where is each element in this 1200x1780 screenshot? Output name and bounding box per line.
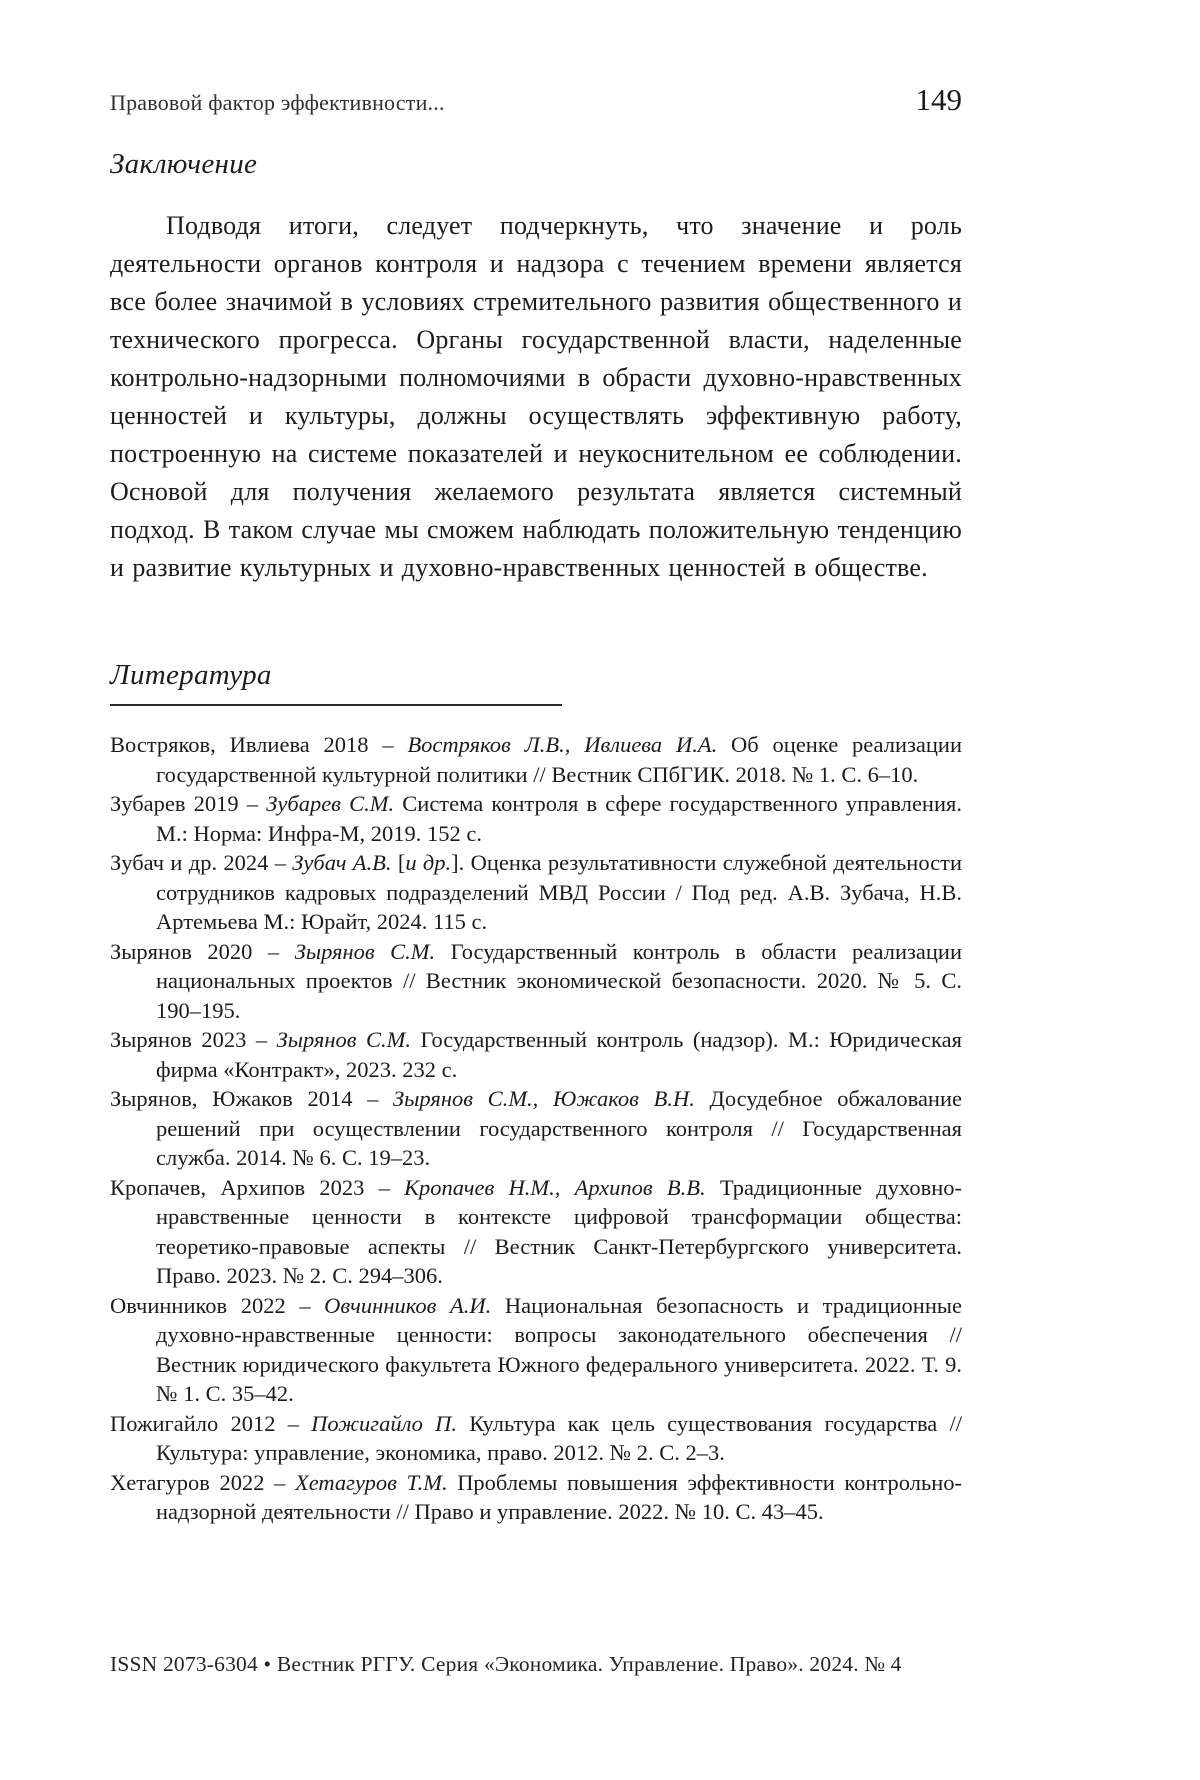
- conclusion-paragraph: Подводя итоги, следует подчеркнуть, что значение и роль деятельности органов контроля и надзора с течением времени является все более значимой в условиях стремительного развития общественного и технического прогресса. Органы государственной власти, наделенные контрольно-надзорными полномочиями в обрасти духовно-нравственных ценностей и культуры, должны осуществлять эффективную работу, построенную на системе показателей и неукоснительном ее соблюдении. Основой для получения желаемого результата является системный подход. В таком случае мы сможем наблюдать положительную тенденцию и развитие культурных и духовно-нравственных ценностей в обществе.: [110, 211, 962, 582]
- page-content: [110, 0, 962, 1527]
- reference-item: Пожигайло 2012 – Пожигайло П. Культура как цель существования государства // Культура: управление, экономика, право. 2012. № 2. С. 2–3.: [110, 1410, 962, 1465]
- reference-item: Кропачев, Архипов 2023 – Кропачев Н.М., Архипов В.В. Традиционные духовно-нравственные ценности в контексте цифровой трансформации общества: теоретико-правовые аспекты // Вестник Санкт-Петербургского университета. Право. 2023. № 2. С. 294–306.: [110, 1174, 962, 1288]
- reference-item: Овчинников 2022 – Овчинников А.И. Национальная безопасность и традиционные духовно-нравственные ценности: вопросы законодательного обеспечения // Вестник юридического факультета Южного федерального университета. 2022. Т. 9. № 1. С. 35–42.: [110, 1292, 962, 1406]
- conclusion-heading: Заключение: [110, 148, 258, 180]
- literature-heading: Литература: [110, 659, 272, 691]
- page-number: 149: [915, 82, 962, 117]
- page-footer: ISSN 2073-6304 • Вестник РГГУ. Серия «Экономика. Управление. Право». 2024. № 4: [110, 1652, 902, 1676]
- reference-item: Зубарев 2019 – Зубарев С.М. Система контроля в сфере государственного управления. М.: Норма: Инфра-М, 2019. 152 с.: [110, 791, 962, 846]
- reference-item: Зырянов 2023 – Зырянов С.М. Государственный контроль (надзор). М.: Юридическая фирма «Контракт», 2023. 232 с.: [110, 1027, 962, 1082]
- running-title: Правовой фактор эффективности...: [110, 90, 445, 115]
- reference-list: [110, 730, 962, 1527]
- reference-item: Востряков, Ивлиева 2018 – Востряков Л.В., Ивлиева И.А. Об оценке реализации государственной культурной политики // Вестник СПбГИК. 2018. № 1. С. 6–10.: [110, 732, 962, 787]
- reference-item: Зырянов, Южаков 2014 – Зырянов С.М., Южаков В.Н. Досудебное обжалование решений при осуществлении государственного контроля // Государственная служба. 2014. № 6. С. 19–23.: [110, 1086, 963, 1170]
- reference-item: Зырянов 2020 – Зырянов С.М. Государственный контроль в области реализации национальных проектов // Вестник экономической безопасности. 2020. № 5. С. 190–195.: [110, 938, 962, 1023]
- literature-heading-rule: [110, 704, 562, 706]
- page-header: [110, 0, 962, 118]
- reference-item: Зубач и др. 2024 – Зубач А.В. [и др.]. Оценка результативности служебной деятельности сотрудников кадровых подразделений МВД России / Под ред. А.В. Зубача, Н.В. Артемьева М.: Юрайт, 2024. 115 с.: [110, 850, 962, 934]
- reference-item: Хетагуров 2022 – Хетагуров Т.М. Проблемы повышения эффективности контрольно-надзорной деятельности // Право и управление. 2022. № 10. С. 43–45.: [110, 1469, 962, 1524]
